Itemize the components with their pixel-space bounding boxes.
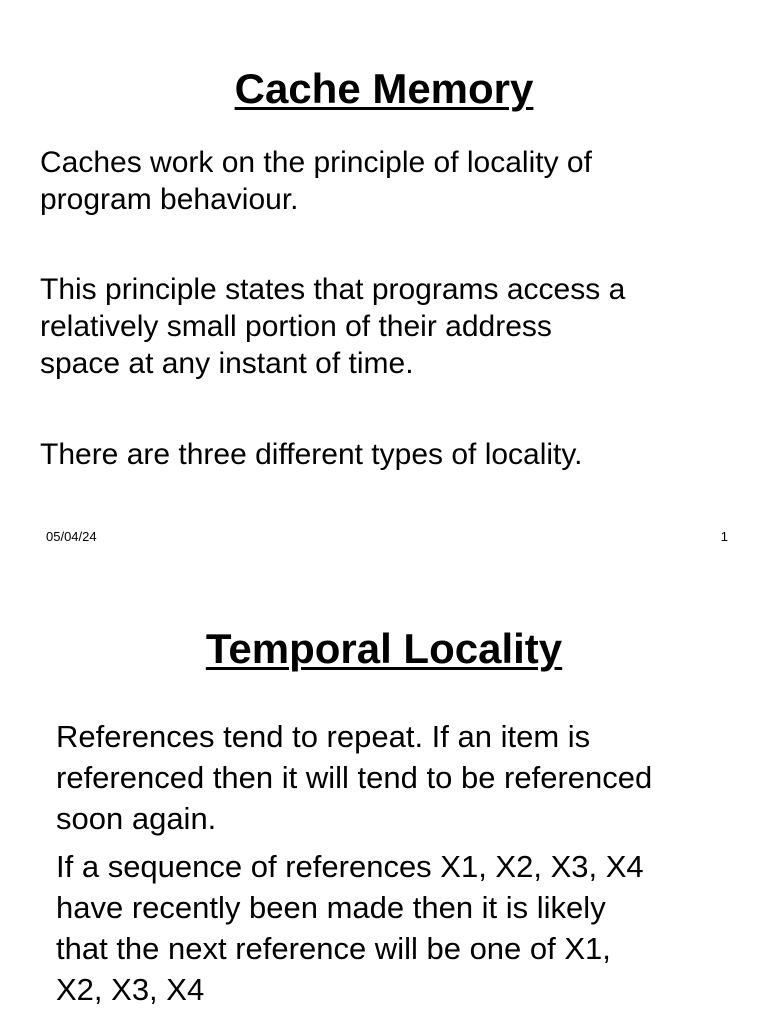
paragraph-locality-types: There are three different types of locality. (40, 438, 583, 471)
slide-temporal-locality (0, 560, 768, 1024)
paragraph-locality-principle: Caches work on the principle of locality of program behaviour. (40, 146, 592, 216)
slide-title: Temporal Locality (205, 625, 563, 672)
page-number: 1 (720, 529, 728, 544)
paragraph-principle-statement: This principle states that programs access a relatively small portion of their address space at any instant of time. (40, 273, 626, 380)
footer-date: 05/04/24 (46, 529, 97, 544)
slide-title: Cache Memory (234, 65, 534, 112)
paragraph-reference-sequence: If a sequence of references X1, X2, X3, X4 have recently been made then it is likely that the next reference will be one of X1, X2, X3, X4 (56, 849, 644, 1007)
paragraph-references-repeat: References tend to repeat. If an item is referenced then it will tend to be referenced soon again. (56, 719, 653, 836)
